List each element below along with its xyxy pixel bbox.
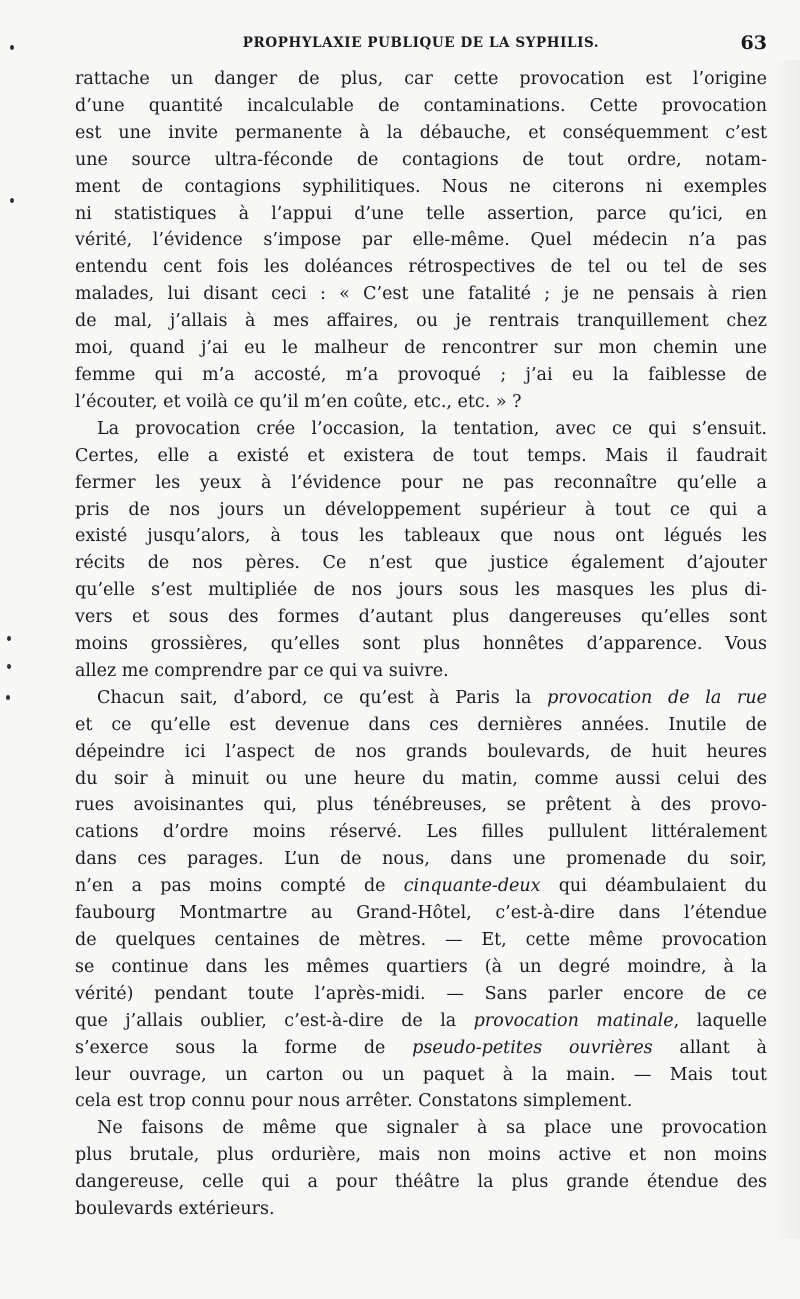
margin-dot [7,636,11,641]
text-line: moins grossières, qu’elles sont plus honnêtes d’apparence. Vous [75,634,767,655]
text-line: entendu cent fois les doléances rétrospectives de tel ou tel de ses [75,257,767,278]
text-line: dépeindre ici l’aspect de nos grands boulevards, de huit heures [75,741,767,762]
text-line: La provocation crée l’occasion, la tentation, avec ce qui s’ensuit. [97,418,767,439]
text-line: vérité) pendant toute l’après-midi. — Sans parler encore de ce [75,983,767,1004]
text-line: vérité, l’évidence s’impose par elle-même. Quel médecin n’a pas [75,230,767,251]
text-line: femme qui m’a accosté, m’a provoqué ; j’ai eu la faiblesse de [75,364,767,385]
text-line: cela est trop connu pour nous arrêter. Constatons simplement. [75,1091,633,1112]
text-line: pris de nos jours un développement supérieur à tout ce qui a [75,499,767,520]
paragraph [75,416,767,685]
text-line: qu’elle s’est multipliée de nos jours sous les masques les plus di- [75,580,767,601]
text-line: Ne faisons de même que signaler à sa place une provocation [97,1118,767,1139]
text-line: boulevards extérieurs. [75,1199,275,1220]
text-line: dans ces parages. L’un de nous, dans une promenade du soir, [75,849,767,870]
body-text [75,66,767,1223]
text-line: cations d’ordre moins réservé. Les filles pullulent littéralement [75,822,767,843]
text-line: de mal, j’allais à mes affaires, ou je rentrais tranquillement chez [75,311,767,332]
text-line: se continue dans les mêmes quartiers (à un degré moindre, à la [75,956,767,977]
text-line: plus brutale, plus ordurière, mais non moins active et non moins [75,1145,767,1166]
text-line: malades, lui disant ceci : « C’est une fatalité ; je ne pensais à rien [75,284,767,305]
text-line: n’en a pas moins compté de cinquante-deux qui déambulaient du [75,876,767,897]
text-line: ment de contagions syphilitiques. Nous ne citerons ni exemples [75,176,767,197]
paragraph [75,1115,767,1223]
paragraph [75,66,767,416]
margin-dot [10,45,14,50]
paragraph [75,685,767,1116]
text-line: vers et sous des formes d’autant plus dangereuses qu’elles sont [75,607,767,628]
page-header [75,32,767,60]
text-line: allez me comprendre par ce qui va suivre. [75,660,449,681]
italic-phrase: cinquante-deux [403,876,541,897]
text-line: faubourg Montmartre au Grand-Hôtel, c’est-à-dire dans l’étendue [75,903,767,924]
text-line: une source ultra-féconde de contagions de tout ordre, notam- [75,149,767,170]
text-line: d’une quantité incalculable de contaminations. Cette provocation [75,95,767,116]
italic-phrase: pseudo-petites ouvrières [412,1037,653,1058]
text-line: fermer les yeux à l’évidence pour ne pas reconnaître qu’elle a [75,472,767,493]
text-line: s’exerce sous la forme de pseudo-petites ouvrières allant à [75,1037,767,1058]
text-line: que j’allais oublier, c’est-à-dire de la provocation matinale, laquelle [75,1010,767,1031]
page-edge-shading [770,60,800,1239]
text-line: du soir à minuit ou une heure du matin, comme aussi celui des [75,768,767,789]
italic-phrase: provocation matinale [473,1010,674,1031]
page-number: 63 [740,32,767,54]
italic-phrase: provocation de la rue [547,687,767,708]
text-line: de quelques centaines de mètres. — Et, cette même provocation [75,930,767,950]
text-line: et ce qu’elle est devenue dans ces dernières années. Inutile de [75,714,767,735]
text-line: Chacun sait, d’abord, ce qu’est à Paris la provocation de la rue [97,687,767,708]
text-line: rattache un danger de plus, car cette provocation est l’origine [75,69,767,89]
text-line: existé jusqu’alors, à tous les tableaux que nous ont légués les [75,526,767,547]
text-line: Certes, elle a existé et existera de tout temps. Mais il faudrait [75,445,767,466]
text-line: leur ouvrage, un carton ou un paquet à la main. — Mais tout [75,1064,767,1085]
text-line: ni statistiques à l’appui d’une telle assertion, parce qu’ici, en [75,203,767,224]
text-line: l’écouter, et voilà ce qu’il m’en coûte, etc., etc. » ? [75,391,522,412]
text-line: est une invite permanente à la débauche, et conséquemment c’est [75,122,767,143]
text-line: récits de nos pères. Ce n’est que justice également d’ajouter [75,553,767,574]
margin-dot [6,695,10,700]
running-title: PROPHYLAXIE PUBLIQUE DE LA SYPHILIS. [242,35,600,51]
text-line: rues avoisinantes qui, plus ténébreuses, se prêtent à des provo- [75,795,767,816]
margin-dot [10,198,14,203]
text-line: moi, quand j’ai eu le malheur de rencontrer sur mon chemin une [75,338,767,359]
margin-dot [7,664,11,669]
text-line: dangereuse, celle qui a pour théâtre la plus grande étendue des [75,1172,767,1193]
